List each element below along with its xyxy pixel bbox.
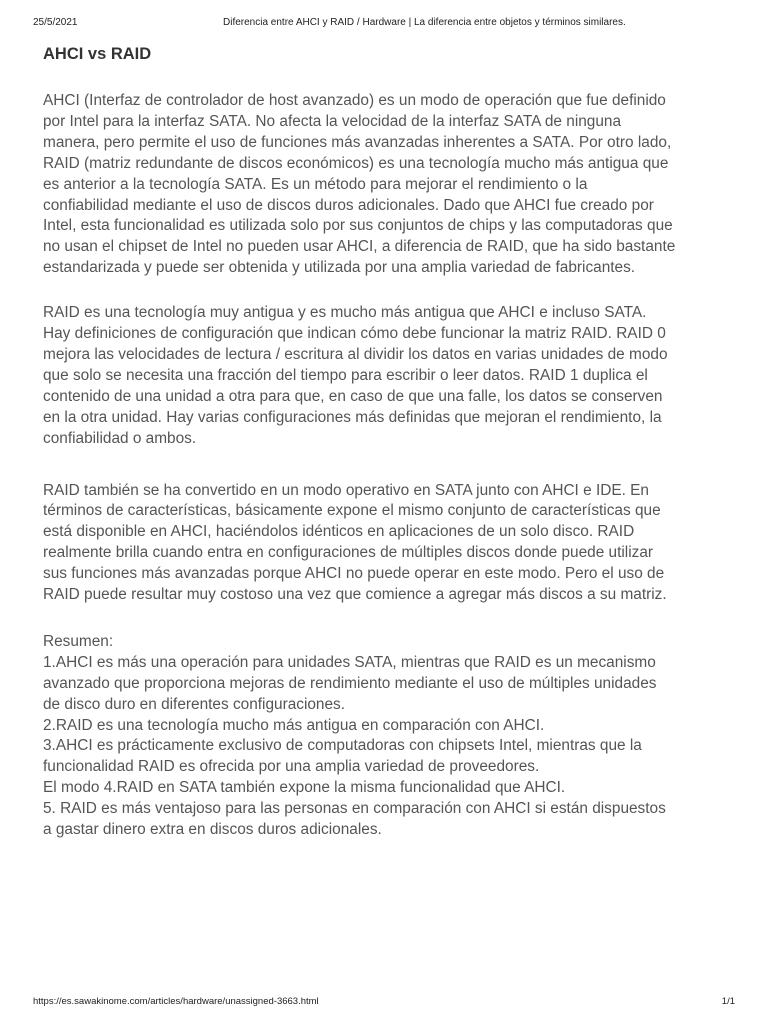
text-line: 5. RAID es más ventajoso para las personas en comparación con AHCI si están dispuestos xyxy=(43,800,666,818)
text-line: estandarizada y puede ser obtenida y utilizada por una amplia variedad de fabricantes. xyxy=(43,259,636,277)
text-line: Hay definiciones de configuración que indican cómo debe funcionar la matriz RAID. RAID 0 xyxy=(43,325,666,343)
text-line: 3.AHCI es prácticamente exclusivo de computadoras con chipsets Intel, mientras que la xyxy=(43,737,642,755)
paragraph-intro xyxy=(43,91,743,279)
source-url-link[interactable]: https://es.sawakinome.com/articles/hardware/unassigned-3663.html xyxy=(33,996,319,1007)
text-line: mejora las velocidades de lectura / escritura al dividir los datos en varias unidades de modo xyxy=(43,345,668,363)
text-line: a gastar dinero extra en discos duros adicionales. xyxy=(43,821,382,839)
text-line: Resumen: xyxy=(43,632,114,650)
print-page-title: Diferencia entre AHCI y RAID / Hardware | La diferencia entre objetos y términos similares. xyxy=(223,17,626,28)
text-line: sus funciones más avanzadas porque AHCI no puede operar en este modo. Pero el uso de xyxy=(43,565,665,583)
text-line: es anterior a la tecnología SATA. Es un método para mejorar el rendimiento o la xyxy=(43,175,588,193)
print-header xyxy=(33,17,735,31)
print-date: 25/5/2021 xyxy=(33,17,78,28)
text-line: términos de características, básicamente expone el mismo conjunto de características que xyxy=(43,502,661,520)
article-content xyxy=(43,43,743,841)
text-line: RAID puede resultar muy costoso una vez que comience a agregar más discos a su matriz. xyxy=(43,586,667,604)
text-line: confiabilidad mediante el uso de discos duros adicionales. Dado que AHCI fue creado por xyxy=(43,196,654,214)
text-line: de disco duro en diferentes configuraciones. xyxy=(43,695,346,713)
text-line: RAID (matriz redundante de discos económicos) es una tecnología mucho más antigua que xyxy=(43,154,669,172)
page-number: 1/1 xyxy=(721,996,735,1007)
text-line: manera, pero permite el uso de funciones más avanzadas inherentes a SATA. Por otro lado, xyxy=(43,133,672,151)
text-line: no usan el chipset de Intel no pueden usar AHCI, a diferencia de RAID, que ha sido bastante xyxy=(43,238,676,256)
text-line: RAID también se ha convertido en un modo operativo en SATA junto con AHCI e IDE. En xyxy=(43,481,649,499)
print-footer xyxy=(33,996,735,1010)
text-line: está disponible en AHCI, haciéndolos idénticos en aplicaciones de un solo disco. RAID xyxy=(43,523,635,541)
text-line: realmente brilla cuando entra en configuraciones de múltiples discos donde puede utilizar xyxy=(43,544,654,562)
paragraph-raid-history xyxy=(43,303,743,449)
text-line: 1.AHCI es más una operación para unidades SATA, mientras que RAID es un mecanismo xyxy=(43,653,656,671)
text-line: por Intel para la interfaz SATA. No afecta la velocidad de la interfaz SATA de ninguna xyxy=(43,112,622,130)
text-line: Intel, esta funcionalidad es utilizada solo por sus conjuntos de chips y las computadoras que xyxy=(43,217,673,235)
text-line: contenido de una unidad a otra para que, en caso de que una falle, los datos se conserven xyxy=(43,387,663,405)
text-line: RAID es una tecnología muy antigua y es mucho más antigua que AHCI e incluso SATA. xyxy=(43,304,647,322)
text-line: El modo 4.RAID en SATA también expone la misma funcionalidad que AHCI. xyxy=(43,779,566,797)
text-line: AHCI (Interfaz de controlador de host avanzado) es un modo de operación que fue definido xyxy=(43,92,666,109)
text-line: confiabilidad o ambos. xyxy=(43,429,197,447)
text-line: funcionalidad RAID es ofrecida por una amplia variedad de proveedores. xyxy=(43,758,540,776)
paragraph-summary xyxy=(43,632,743,841)
text-line: que solo se necesita una fracción del tiempo para escribir o leer datos. RAID 1 duplica el xyxy=(43,366,648,384)
article-title: AHCI vs RAID xyxy=(43,45,152,63)
text-line: en la otra unidad. Hay varias configuraciones más definidas que mejoran el rendimiento, la xyxy=(43,408,662,426)
text-line: avanzado que proporciona mejoras de rendimiento mediante el uso de múltiples unidades xyxy=(43,674,657,692)
paragraph-raid-sata xyxy=(43,481,743,606)
text-line: 2.RAID es una tecnología mucho más antigua en comparación con AHCI. xyxy=(43,716,545,734)
